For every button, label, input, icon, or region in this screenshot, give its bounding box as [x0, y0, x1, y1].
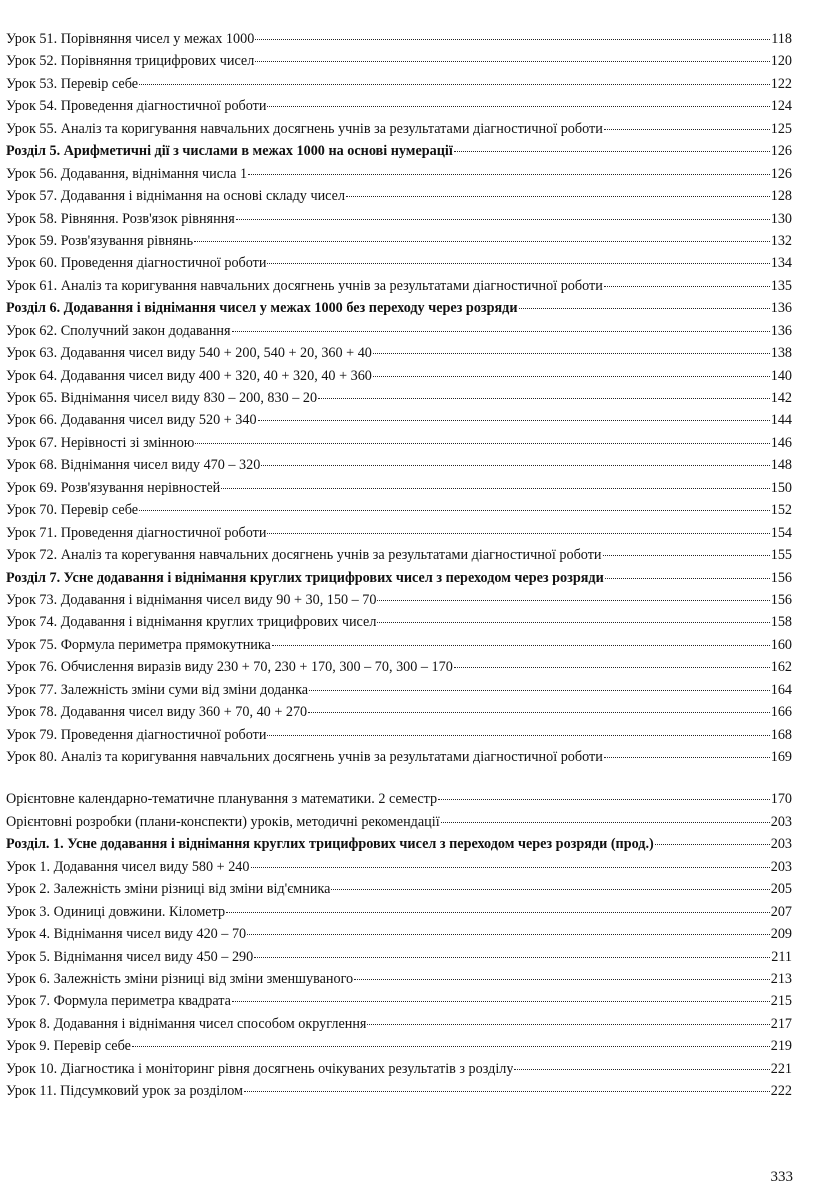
toc-entry — [6, 163, 792, 185]
toc-entry — [6, 679, 792, 701]
toc-entry-title: Урок 78. Додавання чисел виду 360 + 70, 40 + 270 — [6, 704, 308, 721]
toc-entry-title: Урок 70. Перевір себе — [6, 502, 139, 519]
dot-leader — [354, 979, 770, 980]
toc-entry-page-number: 217 — [770, 1015, 792, 1032]
dot-leader — [251, 867, 770, 868]
toc-entry-title: Урок 10. Діагностика і моніторинг рівня досягнень очікуваних результатів з розділу — [6, 1060, 514, 1077]
toc-entry-page-number: 135 — [770, 277, 792, 294]
toc-entry-page-number: 169 — [770, 749, 792, 765]
toc-entry-title: Урок 63. Додавання чисел виду 540 + 200, 540 + 20, 360 + 40 — [6, 345, 372, 362]
dot-leader — [519, 308, 770, 309]
toc-entry — [6, 923, 792, 945]
toc-entry-title: Урок 11. Підсумковий урок за розділом — [6, 1083, 244, 1100]
dot-leader — [331, 889, 769, 890]
dot-leader — [514, 1069, 769, 1070]
toc-entry-page-number: 221 — [770, 1060, 792, 1077]
dot-leader — [194, 241, 770, 242]
toc-entry — [6, 611, 792, 633]
toc-entry-page-number: 162 — [770, 659, 792, 676]
toc-entry-title: Урок 65. Віднімання чисел виду 830 – 200, 830 – 20 — [6, 390, 318, 406]
toc-section-heading — [6, 567, 792, 589]
toc-entry-title: Розділ 7. Усне додавання і віднімання круглих трицифрових чисел з переходом через розряди — [6, 569, 604, 586]
dot-leader — [454, 151, 770, 152]
toc-entry-title: Урок 60. Проведення діагностичної роботи — [6, 255, 267, 272]
toc-entry — [6, 522, 792, 544]
toc-entry-page-number: 170 — [770, 791, 792, 808]
toc-entry-title: Розділ 5. Арифметичні дії з числами в межах 1000 на основі нумерації — [6, 143, 453, 160]
toc-entry — [6, 320, 792, 342]
toc-entry — [6, 454, 792, 476]
dot-leader — [367, 1024, 769, 1025]
toc-entry-title: Урок 73. Додавання і віднімання чисел виду 90 + 30, 150 – 70 — [6, 591, 377, 608]
toc-entry — [6, 387, 792, 409]
dot-leader — [248, 174, 770, 175]
toc-section-heading — [6, 833, 792, 855]
dot-leader — [308, 712, 770, 713]
toc-entry-page-number: 213 — [770, 970, 792, 987]
toc-entry-title: Урок 69. Розв'язування нерівностей — [6, 479, 221, 496]
toc-entry-page-number: 154 — [770, 524, 792, 541]
toc-entry-page-number: 156 — [770, 569, 792, 586]
toc-entry-page-number: 150 — [770, 479, 792, 496]
dot-leader — [604, 129, 770, 130]
toc-entry — [6, 409, 792, 431]
toc-entry-page-number: 124 — [770, 98, 792, 115]
toc-entry-page-number: 136 — [770, 322, 792, 339]
toc-entry — [6, 811, 792, 833]
toc-entry-page-number: 146 — [770, 434, 792, 451]
dot-leader — [377, 600, 769, 601]
toc-entry-title: Орієнтовні розробки (плани-конспекти) уроків, методичні рекомендації — [6, 813, 440, 830]
toc-entry-title: Урок 51. Порівняння чисел у межах 1000 — [6, 31, 255, 47]
dot-leader — [221, 488, 769, 489]
dot-leader — [247, 934, 770, 935]
toc-entry-title: Урок 3. Одиниці довжини. Кілометр — [6, 903, 226, 920]
toc-entry — [6, 50, 792, 72]
dot-leader — [272, 645, 770, 646]
dot-leader — [261, 465, 769, 466]
toc-entry — [6, 589, 792, 611]
table-of-contents — [6, 28, 792, 1103]
toc-entry — [6, 878, 792, 900]
dot-leader — [254, 957, 770, 958]
dot-leader — [309, 690, 770, 691]
toc-entry-page-number: 168 — [770, 726, 792, 743]
toc-entry — [6, 634, 792, 656]
toc-entry-page-number: 209 — [770, 926, 792, 943]
toc-entry — [6, 342, 792, 364]
toc-entry-title: Урок 71. Проведення діагностичної роботи — [6, 524, 267, 541]
toc-entry-page-number: 222 — [770, 1083, 792, 1100]
toc-entry-title: Урок 9. Перевір себе — [6, 1038, 131, 1055]
dot-leader — [132, 1046, 770, 1047]
toc-entry-page-number: 207 — [770, 903, 792, 920]
dot-leader — [236, 219, 770, 220]
toc-entry-title: Орієнтовне календарно-тематичне планування з математики. 2 семестр — [6, 791, 438, 808]
toc-entry-page-number: 164 — [770, 681, 792, 698]
dot-leader — [255, 39, 770, 40]
toc-entry — [6, 1013, 792, 1035]
dot-leader — [267, 735, 769, 736]
toc-entry-page-number: 120 — [770, 53, 792, 70]
toc-entry-title: Урок 67. Нерівності зі змінною — [6, 434, 195, 451]
toc-entry — [6, 990, 792, 1012]
toc-entry-page-number: 138 — [770, 345, 792, 362]
dot-leader — [267, 106, 769, 107]
toc-entry-page-number: 126 — [770, 143, 792, 160]
dot-leader — [454, 667, 770, 668]
toc-entry-title: Урок 4. Віднімання чисел виду 420 – 70 — [6, 926, 247, 943]
toc-entry-page-number: 122 — [770, 75, 792, 92]
dot-leader — [226, 912, 770, 913]
toc-entry — [6, 1058, 792, 1080]
dot-leader — [655, 844, 770, 845]
toc-entry — [6, 856, 792, 878]
toc-entry — [6, 701, 792, 723]
toc-entry — [6, 28, 792, 50]
toc-entry — [6, 275, 792, 297]
toc-section-heading — [6, 297, 792, 319]
toc-entry-title: Урок 66. Додавання чисел виду 520 + 340 — [6, 412, 257, 429]
toc-entry-title: Урок 62. Сполучний закон додавання — [6, 322, 231, 339]
toc-entry-title: Розділ. 1. Усне додавання і віднімання круглих трицифрових чисел з переходом через розряди (прод.) — [6, 836, 654, 853]
dot-leader — [267, 533, 769, 534]
toc-entry-title: Урок 76. Обчислення виразів виду 230 + 70, 230 + 170, 300 – 70, 300 – 170 — [6, 659, 453, 676]
toc-entry-title: Урок 55. Аналіз та коригування навчальних досягнень учнів за результатами діагностичної роботи — [6, 120, 603, 137]
table-of-contents-page — [6, 28, 792, 1103]
dot-leader — [232, 1001, 770, 1002]
dot-leader — [258, 420, 770, 421]
toc-entry-title: Розділ 6. Додавання і віднімання чисел у межах 1000 без переходу через розряди — [6, 300, 518, 317]
dot-leader — [605, 578, 770, 579]
toc-entry-title: Урок 79. Проведення діагностичної роботи — [6, 726, 267, 743]
dot-leader — [318, 398, 770, 399]
toc-entry-title: Урок 6. Залежність зміни різниці від зміни зменшуваного — [6, 970, 354, 987]
toc-entry-page-number: 215 — [770, 993, 792, 1010]
toc-entry — [6, 656, 792, 678]
toc-entry-title: Урок 2. Залежність зміни різниці від зміни від'ємника — [6, 881, 331, 898]
toc-entry — [6, 230, 792, 252]
toc-entry-title: Урок 58. Рівняння. Розв'язок рівняння — [6, 210, 235, 227]
toc-entry-title: Урок 64. Додавання чисел виду 400 + 320, 40 + 320, 40 + 360 — [6, 367, 372, 384]
toc-entry-page-number: 142 — [770, 390, 792, 406]
dot-leader — [603, 555, 770, 556]
toc-entry — [6, 946, 792, 968]
toc-entry — [6, 968, 792, 990]
toc-entry-title: Урок 57. Додавання і віднімання на основі складу чисел — [6, 188, 346, 205]
dot-leader — [195, 443, 769, 444]
toc-entry-page-number: 136 — [770, 300, 792, 317]
toc-entry — [6, 544, 792, 566]
toc-entry-page-number: 160 — [770, 636, 792, 653]
dot-leader — [377, 622, 769, 623]
toc-entry — [6, 499, 792, 521]
toc-entry-page-number: 158 — [770, 614, 792, 631]
toc-entry-page-number: 155 — [770, 547, 792, 564]
toc-entry-page-number: 156 — [770, 591, 792, 608]
dot-leader — [373, 353, 770, 354]
toc-entry-title: Урок 74. Додавання і віднімання круглих трицифрових чисел — [6, 614, 377, 631]
dot-leader — [604, 286, 770, 287]
toc-entry-title: Урок 56. Додавання, віднімання числа 1 — [6, 165, 248, 182]
dot-leader — [604, 757, 770, 758]
dot-leader — [255, 61, 769, 62]
dot-leader — [267, 263, 769, 264]
toc-entry-page-number: 205 — [770, 881, 792, 898]
toc-entry-title: Урок 61. Аналіз та коригування навчальних досягнень учнів за результатами діагностичної роботи — [6, 277, 603, 294]
toc-entry — [6, 746, 792, 768]
toc-entry-page-number: 140 — [770, 367, 792, 384]
dot-leader — [244, 1091, 770, 1092]
toc-entry-page-number: 125 — [770, 120, 792, 137]
toc-entry — [6, 252, 792, 274]
toc-entry-title: Урок 68. Віднімання чисел виду 470 – 320 — [6, 457, 261, 474]
toc-entry-page-number: 148 — [770, 457, 792, 474]
toc-entry-page-number: 134 — [770, 255, 792, 272]
dot-leader — [438, 799, 770, 800]
toc-entry — [6, 365, 792, 387]
toc-entry-title: Урок 75. Формула периметра прямокутника — [6, 636, 271, 653]
toc-entry-page-number: 166 — [770, 704, 792, 721]
toc-entry-page-number: 128 — [770, 188, 792, 205]
toc-entry-page-number: 203 — [770, 813, 792, 830]
toc-entry-title: Урок 72. Аналіз та корегування навчальних досягнень учнів за результатами діагностичної роботи — [6, 547, 602, 564]
dot-leader — [139, 84, 770, 85]
toc-entry-title: Урок 77. Залежність зміни суми від зміни доданка — [6, 681, 309, 698]
toc-section-heading — [6, 140, 792, 162]
dot-leader — [441, 822, 770, 823]
toc-entry-title: Урок 54. Проведення діагностичної роботи — [6, 98, 267, 115]
toc-entry-title: Урок 80. Аналіз та коригування навчальних досягнень учнів за результатами діагностичної роботи — [6, 749, 603, 765]
toc-entry-page-number: 132 — [770, 232, 792, 249]
toc-entry-page-number: 118 — [771, 31, 792, 47]
toc-entry-page-number: 219 — [770, 1038, 792, 1055]
toc-entry-page-number: 203 — [770, 858, 792, 875]
toc-entry — [6, 788, 792, 810]
toc-entry-title: Урок 52. Порівняння трицифрових чисел — [6, 53, 255, 70]
toc-entry — [6, 208, 792, 230]
toc-entry — [6, 73, 792, 95]
toc-entry — [6, 118, 792, 140]
toc-entry-title: Урок 59. Розв'язування рівнянь — [6, 232, 194, 249]
toc-entry — [6, 724, 792, 746]
toc-entry-page-number: 126 — [770, 165, 792, 182]
toc-entry — [6, 432, 792, 454]
dot-leader — [139, 510, 770, 511]
toc-entry — [6, 477, 792, 499]
toc-entry-title: Урок 53. Перевір себе — [6, 75, 139, 92]
toc-entry-page-number: 211 — [771, 948, 792, 965]
toc-entry — [6, 185, 792, 207]
toc-entry-title: Урок 1. Додавання чисел виду 580 + 240 — [6, 858, 250, 875]
toc-entry-page-number: 130 — [770, 210, 792, 227]
toc-entry-title: Урок 7. Формула периметра квадрата — [6, 993, 231, 1010]
toc-entry-title: Урок 8. Додавання і віднімання чисел способом округлення — [6, 1015, 367, 1032]
toc-entry — [6, 95, 792, 117]
page-number: 333 — [770, 1169, 793, 1185]
dot-leader — [373, 376, 770, 377]
toc-entry-page-number: 203 — [770, 836, 792, 853]
toc-entry-page-number: 152 — [770, 502, 792, 519]
toc-entry — [6, 1035, 792, 1057]
dot-leader — [346, 196, 770, 197]
dot-leader — [232, 331, 770, 332]
toc-entry — [6, 1080, 792, 1102]
toc-entry-title: Урок 5. Віднімання чисел виду 450 – 290 — [6, 948, 254, 965]
toc-entry-page-number: 144 — [770, 412, 792, 429]
toc-entry — [6, 901, 792, 923]
